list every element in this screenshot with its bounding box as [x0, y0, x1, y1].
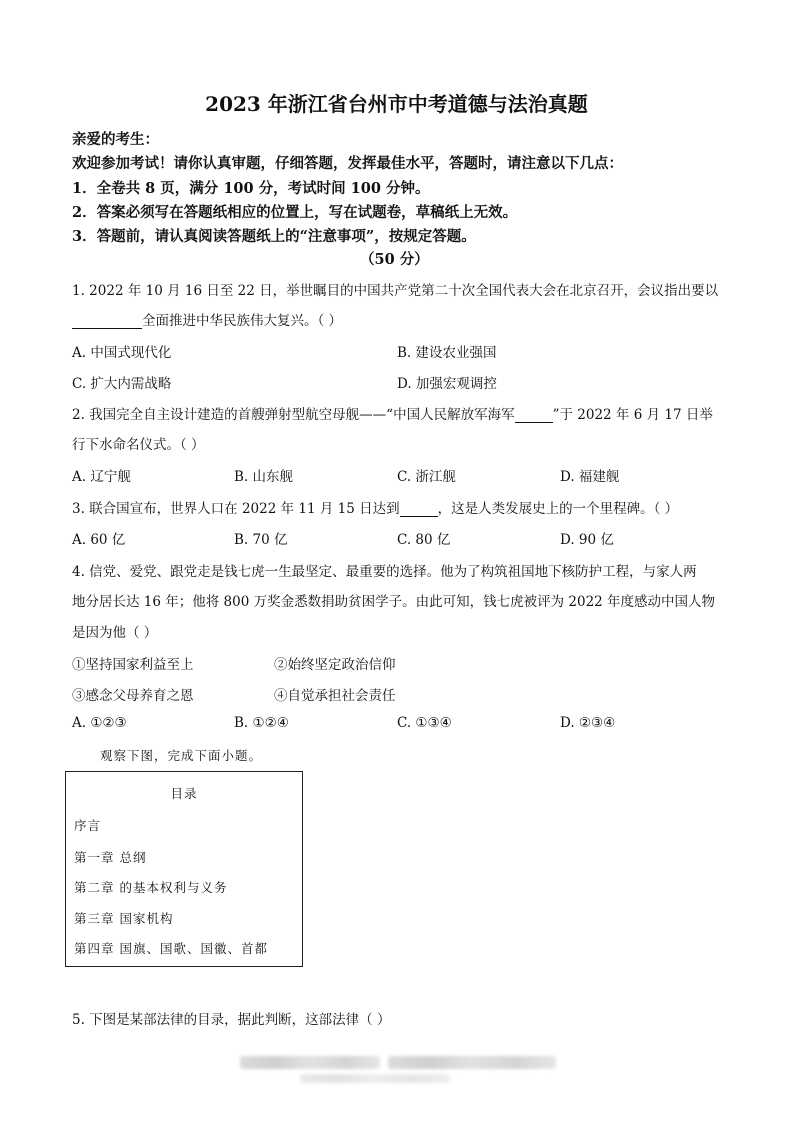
q2-line1-part-a: 2. 我国完全自主设计建造的首艘弹射型航空母舰——“中国人民解放军海军: [72, 407, 515, 423]
q3-line1-part-a: 3. 联合国宣布，世界人口在 2022 年 11 月 15 日达到: [72, 501, 400, 517]
toc-entry-chapter-4: 第四章 国旗、国歌、国徽、首都: [74, 941, 268, 956]
q4-option-d: D. ②③④: [560, 715, 616, 731]
q1-option-a: A. 中国式现代化: [72, 345, 172, 361]
q2-line1-part-b: ”于 2022 年 6 月 17 日举: [552, 407, 713, 423]
page-title: 2023 年浙江省台州市中考道德与法治真题: [205, 92, 588, 116]
law-contents-figure: [65, 771, 303, 967]
q1-option-c: C. 扩大内需战略: [72, 376, 172, 392]
q2-option-d: D. 福建舰: [560, 469, 620, 485]
q3-option-c: C. 80 亿: [397, 532, 451, 548]
q2-line2: 行下水命名仪式。（ ）: [72, 437, 205, 453]
q3-option-d: D. 90 亿: [560, 532, 614, 548]
toc-entry-chapter-1: 第一章 总纲: [74, 850, 147, 865]
q2-option-c: C. 浙江舰: [397, 469, 456, 485]
q4-statement-3: ③感念父母养育之恩: [72, 688, 194, 704]
toc-entry-chapter-2: 第二章 的基本权利与义务: [74, 880, 228, 895]
q1-line2-wrap: [72, 309, 342, 329]
footer-watermark: [388, 1056, 556, 1069]
q4-option-a: A. ①②③: [72, 715, 127, 731]
figure-prompt: 观察下图，完成下面小题。: [100, 748, 263, 763]
footer-watermark: [300, 1074, 450, 1083]
instruction-item-2: 2．答案必须写在答题纸相应的位置上，写在试题卷，草稿纸上无效。: [72, 204, 518, 221]
q3-option-b: B. 70 亿: [234, 532, 288, 548]
q1-option-b: B. 建设农业强国: [397, 345, 497, 361]
instructions-intro: 欢迎参加考试！请你认真审题，仔细答题，发挥最佳水平，答题时，请注意以下几点：: [72, 155, 623, 172]
q2-option-a: A. 辽宁舰: [72, 469, 131, 485]
toc-entry-preface: 序言: [74, 818, 102, 833]
q4-line3: 是因为他（ ）: [72, 625, 158, 641]
toc-entry-chapter-3: 第三章 国家机构: [74, 911, 174, 926]
q4-line1: 4. 信党、爱党、跟党走是钱七虎一生最坚定、最重要的选择。他为了构筑祖国地下核防护工程，与家人两: [72, 564, 697, 580]
q1-line2: 全面推进中华民族伟大复兴。（ ）: [142, 313, 343, 329]
q4-statement-1: ①坚持国家利益至上: [72, 657, 194, 673]
q2-option-b: B. 山东舰: [234, 469, 294, 485]
q4-line2: 地分居长达 16 年；他将 800 万奖金悉数捐助贫困学子。由此可知，钱七虎被评为 2022 年度感动中国人物: [72, 594, 716, 610]
q4-statement-4: ④自觉承担社会责任: [274, 688, 396, 704]
q1-line1: 1. 2022 年 10 月 16 日至 22 日，举世瞩目的中国共产党第二十次全国代表大会在北京召开，会议指出要以: [72, 283, 719, 299]
section-score: （50 分）: [360, 251, 429, 268]
q3-line1-part-b: ，这是人类发展史上的一个里程碑。（ ）: [437, 501, 679, 517]
toc-heading: 目录: [170, 786, 198, 801]
q4-option-c: C. ①③④: [397, 715, 452, 731]
q3-option-a: A. 60 亿: [72, 532, 126, 548]
q4-option-b: B. ①②④: [234, 715, 289, 731]
footer-watermark: [240, 1056, 380, 1069]
q5-line1: 5. 下图是某部法律的目录，据此判断，这部法律（ ）: [72, 1012, 391, 1028]
q2-line1: [72, 403, 713, 423]
greeting: 亲爱的考生：: [72, 131, 159, 148]
instruction-item-3: 3．答题前，请认真阅读答题纸上的“注意事项”，按规定答题。: [72, 228, 476, 245]
answer-blank: [515, 408, 553, 423]
q3-line1: [72, 497, 678, 517]
q4-statement-2: ②始终坚定政治信仰: [274, 657, 396, 673]
answer-blank: [72, 314, 142, 329]
answer-blank: [400, 502, 438, 517]
q1-option-d: D. 加强宏观调控: [397, 376, 497, 392]
instruction-item-1: 1．全卷共 8 页，满分 100 分，考试时间 100 分钟。: [72, 180, 430, 197]
